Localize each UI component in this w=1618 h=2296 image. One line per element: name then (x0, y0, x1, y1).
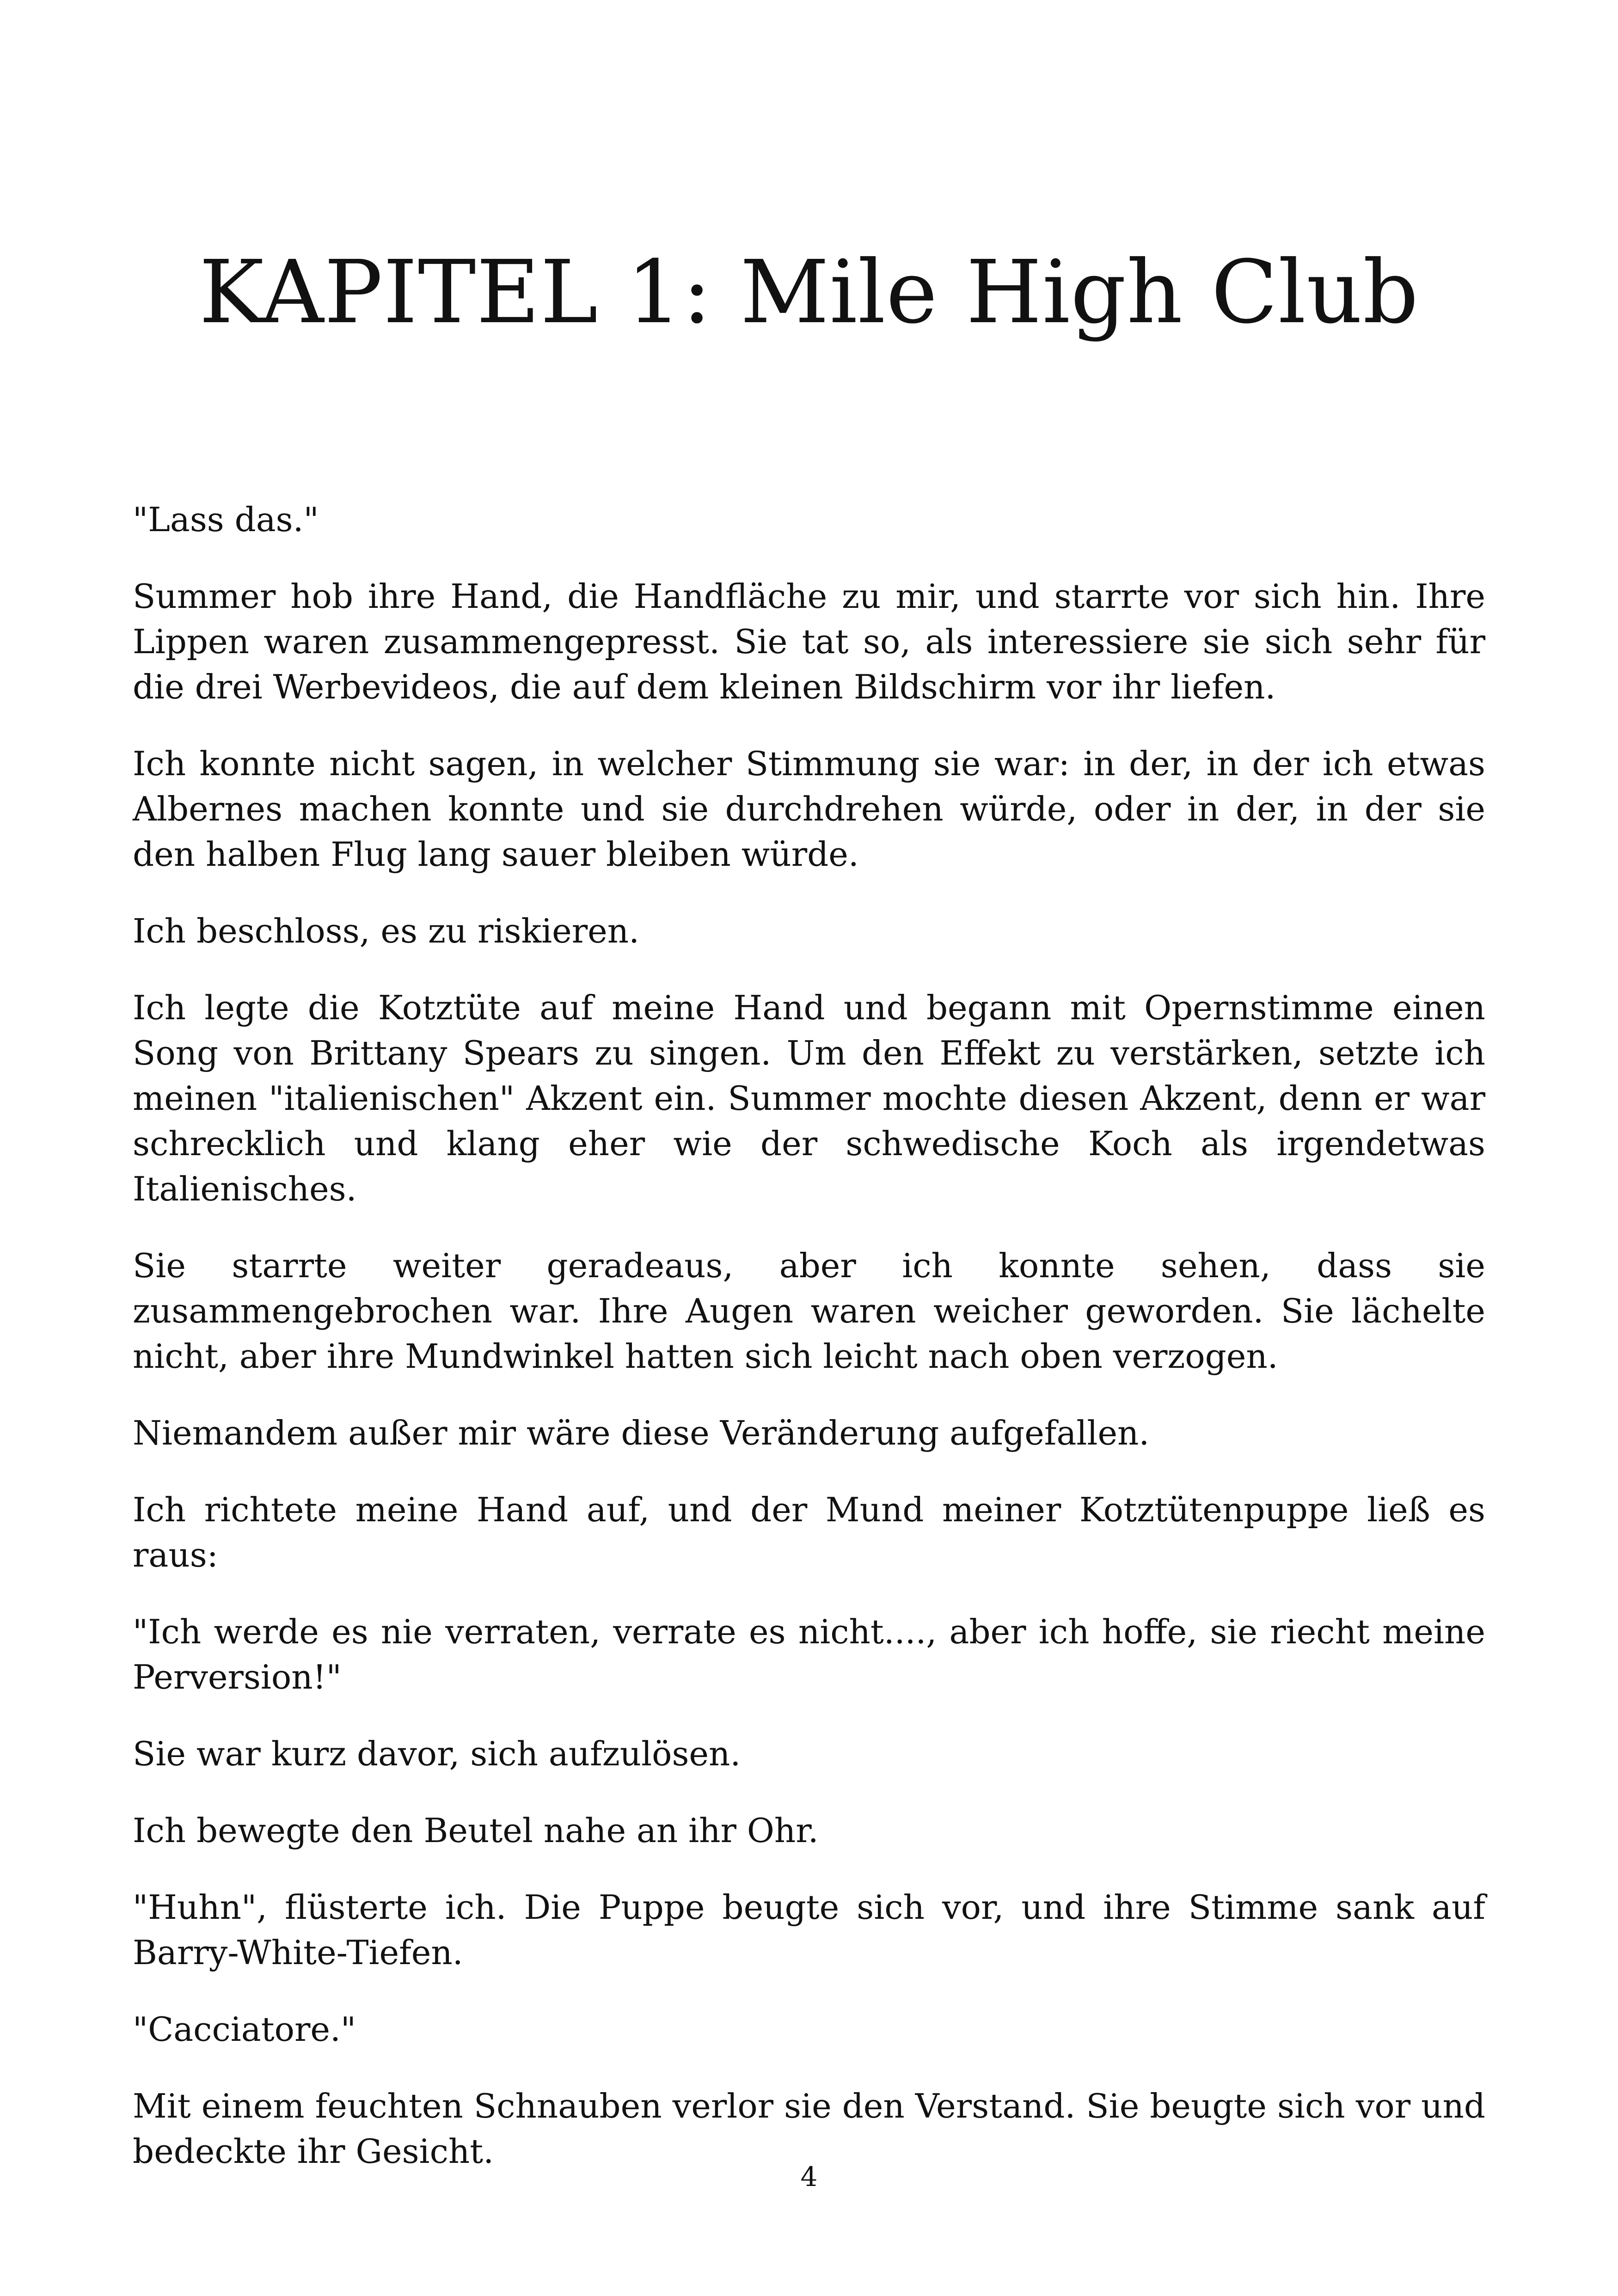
paragraph: Ich bewegte den Beutel nahe an ihr Ohr. (133, 1811, 819, 1850)
paragraph: Ich richtete meine Hand auf, und der Mund meiner Kotztütenpuppe ließ es raus: (133, 1490, 1485, 1574)
paragraph: Sie starrte weiter geradeaus, aber ich konnte sehen, dass sie zusammengebrochen war. Ihre Augen waren weicher geworden. Sie lächelte nicht, aber ihre Mundwinkel hatten sich leicht nach oben verzogen. (133, 1246, 1485, 1376)
chapter-title: KAPITEL 1: Mile High Club (199, 242, 1419, 343)
paragraph: Niemandem außer mir wäre diese Veränderung aufgefallen. (133, 1414, 1150, 1452)
paragraph: Ich legte die Kotztüte auf meine Hand und begann mit Opernstimme einen Song von Brittany Spears zu singen. Um den Effekt zu verstärken, setzte ich meinen "italienischen" Akzent ein. Summer mochte diesen Akzent, denn er war schrecklich und klang eher wie der schwedische Koch als irgendetwas Italienisches. (133, 988, 1485, 1208)
page-number: 4 (800, 2161, 818, 2192)
paragraph: Sie war kurz davor, sich aufzulösen. (133, 1734, 741, 1773)
paragraph: "Ich werde es nie verraten, verrate es nicht...., aber ich hoffe, sie riecht meine Perversion!" (133, 1612, 1485, 1696)
paragraph: Ich beschloss, es zu riskieren. (133, 912, 639, 950)
paragraph: Mit einem feuchten Schnauben verlor sie den Verstand. Sie beugte sich vor und bedeckte ihr Gesicht. (133, 2087, 1485, 2171)
paragraph: "Lass das." (133, 500, 319, 539)
paragraph: Ich konnte nicht sagen, in welcher Stimmung sie war: in der, in der ich etwas Albernes machen konnte und sie durchdrehen würde, oder in der, in der sie den halben Flug lang sauer bleiben würde. (133, 744, 1485, 874)
paragraph: "Huhn", flüsterte ich. Die Puppe beugte sich vor, und ihre Stimme sank auf Barry-White-Tiefen. (133, 1888, 1485, 1972)
chapter-body (133, 497, 1485, 2205)
paragraph: "Cacciatore." (133, 2010, 356, 2049)
paragraph: Summer hob ihre Hand, die Handfläche zu mir, und starrte vor sich hin. Ihre Lippen waren zusammengepresst. Sie tat so, als interessiere sie sich sehr für die drei Werbevideos, die auf dem kleinen Bildschirm vor ihr liefen. (133, 577, 1485, 706)
